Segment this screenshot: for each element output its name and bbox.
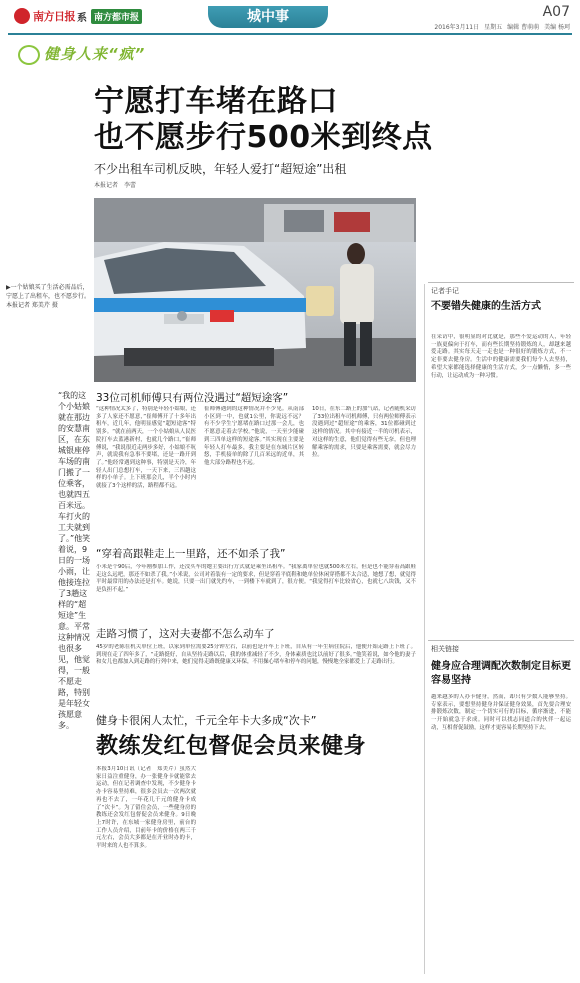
section-2-heading: “穿着高跟鞋走上一里路，还不如杀了我”: [96, 548, 286, 560]
section-3-body: 45岁的老陈在机关单位上班，以家到单位需要25分钟左右，以前也是开车上下班，自从有一年生病住院后，他便开始走路上下班了。到现在走了四年多了，“走路挺好，自从坚持走路以后，我的体重减轻了不少，身体素质也比以前好了很多。”他笑着说，如今他的妻子和女儿也都加入到走路的行列中来，她们觉得走路既健康又环保，不用操心堵车和停车的问题，慢慢地全家都爱上了走路出行。: [96, 644, 416, 666]
brand-name: 南方日报: [33, 10, 75, 23]
headline-line-1: 宁愿打车堵在路口: [94, 84, 338, 119]
section-tab[interactable]: 城中事: [208, 6, 328, 28]
section-2-body: 小米是个90后，今年刚参加工作，还没买车的她主要出行方式就是乘坐出租车。“我家离单位也就500米左右，但是也不能穿着高跟鞋走这么远吧，那还不如杀了我。”小米说，公司对着装有一定的要求，但是穿着平底鞋和她单位休闲穿搭都不太合适，她想了想，就觉得平时最常用的办法还是打车。她说，只要一出门就先约车，一到楼下车就到了，很方便。“我觉得打车比较省心，也就七八块钱，又不是负担不起。”: [96, 564, 416, 594]
taxi-photo-illustration: [94, 198, 416, 382]
story-2-body-col-1: 本报3月10日讯（记者 郑美芹）虽然大家日益注重健身，办一张健身卡就能常去运动，但在记者调查中发现，不少健身卡办卡容易坚持难，很多会员去一次两次就再也不去了，一年花几千元的健身卡成了“次卡”。为了留住会员，一些健身房的教练还会发红包督促会员来健身。9日晚上7时许，在东城一家健身房里，前台的工作人员介绍，目前年卡的价格在两三千元左右，会员大多都是在开业时办的卡，平时来的人也不算多。: [96, 766, 196, 850]
editor-credit: 编辑 曹萌萌: [507, 24, 540, 31]
designer-credit: 美编 杨珂: [544, 24, 570, 31]
sidebar-divider: [428, 282, 574, 283]
headline-line-2: 也不愿步行500米到终点: [94, 120, 433, 155]
runner-icon: [14, 43, 44, 63]
section-1-body-col-1: “这种情况太多了，特别是年轻小姑娘，还多了人家还不愿意，”崔师傅开了十多年出租车，近几年，他明显感觉“超短途客”特别多。“就在前两天，一个小姑娘从人民医院打车去蓝港新村，也就几个路口，”崔师傅说，“我说很近走两步多好，小姑娘不吭声，就说我有急事不要堵，还是一路开到了。”他经常遇到这种事，特别是天冷，年轻人出门总想打车，一天下来，三四趟这样的小单子。上下班那会儿，半个小时内就接了3个这样的活，路程都不远。: [96, 406, 196, 490]
column-banner: [14, 42, 184, 64]
brand-series: 系: [77, 12, 87, 24]
column-divider: [424, 284, 425, 974]
story-2-headline[interactable]: 教练发红包督促会员来健身: [96, 734, 367, 759]
reporter-note-body: 在采访中，很明显的对比就是，那些不爱运动的人，年轻一族更偏向于打车，而有些长期坚持锻炼的人，却越来越爱走路。其实每天走一走也是一种很好的锻炼方式，不一定非要去健身房。生活中的健康需要我们每个人去坚持，希望大家都能选择健康的生活方式，少一点懒惰，多一些行动，让运动成为一种习惯。: [431, 334, 571, 379]
reporter-note-label: 记者手记: [431, 287, 459, 295]
section-1-body-col-2: 崔师傅遇到的这种情况并不少见。从南部小区到一中，也就1公里，你说远不远？有不少学生宁愿堵在路口过那一会儿，也不愿意走着去学校。”他说，一天至少能碰到三四单这样的短途客。”其实现在主要是年轻人打车最多，我主要是在东城片区转悠，手机接单的除了几百米远的近单，其他大部分路程也不远。: [204, 406, 304, 466]
publication-date: 2016年3月11日: [434, 24, 480, 31]
related-link-body: 越来越多的人办卡健身，然而，却只有少数人能够坚持。专家表示，要想坚持健身并保证健身效果，首先要合理安排锻炼次数，制定一个切实可行的目标，循序渐进，不能一开始就急于求成。同时可以找志同道合的伙伴一起运动，互相督促鼓励，这样才更容易长期坚持下去。: [431, 694, 571, 731]
story-2-body-col-2: [204, 766, 304, 976]
section-3-heading: 走路习惯了，这对夫妻都不怎么动车了: [96, 628, 275, 640]
section-1-heading: 33位司机师傅只有两位没遇过“超短途客”: [96, 392, 289, 404]
section-1-body-col-3: 10日，在东二路上的加气站，记者随机采访了33位出租车司机师傅，只有两位师傅表示没遇到过“超短途”的乘客，31位都碰到过这样的情况。其中有接近一半的司机表示，对这样的生意，他们觉得有些无奈，但也理解乘客的需求，只要是乘客需要，就会尽力拉。: [312, 406, 416, 459]
publication-weekday: 星期五: [484, 24, 503, 31]
story-byline: 本报记者 李蕾: [94, 182, 137, 189]
story-subheadline: 不少出租车司机反映，年轻人爱打“超短途”出租: [94, 162, 347, 176]
story-2-body-col-3: [312, 766, 416, 976]
story-headline[interactable]: [94, 84, 514, 156]
page-number: A07: [542, 4, 570, 20]
publication-info: [434, 22, 570, 31]
pull-quote: “我的这个小姑娘就在那边的安慧南区，在东城银座停车场的南门搬了一位乘客，也就四五百米远。车打火的工夫就到了。”他笑着说，9日的一场小雨，让他接连拉了3趟这样的“超短途”生意。平常这种情况也很多见，他觉得，一般不愿走路，特别是年轻女孩愿意多。: [58, 391, 91, 730]
story-2-kicker: 健身卡很闲人太忙，千元全年卡大多成“次卡”: [96, 714, 317, 727]
sidebar-divider: [428, 640, 574, 641]
sub-brand-badge: 南方都市报: [91, 9, 142, 24]
taxi-photo[interactable]: [94, 198, 416, 382]
photo-caption: ▶一个姑娘买了生活必需品后，宁愿上了出租车，也不愿步行。本报记者 郑美芹 摄: [6, 284, 91, 309]
column-title: 健身人来“疯”: [44, 44, 146, 63]
related-link-title: 健身应合理调配次数制定目标更容易坚持: [431, 661, 571, 686]
header-divider: [8, 33, 572, 35]
page-header: [0, 0, 580, 40]
brand-logo-icon: [14, 8, 30, 24]
masthead-logo[interactable]: [14, 6, 164, 26]
reporter-note-title: 不要错失健康的生活方式: [431, 301, 541, 312]
related-link-label: 相关链接: [431, 645, 459, 653]
